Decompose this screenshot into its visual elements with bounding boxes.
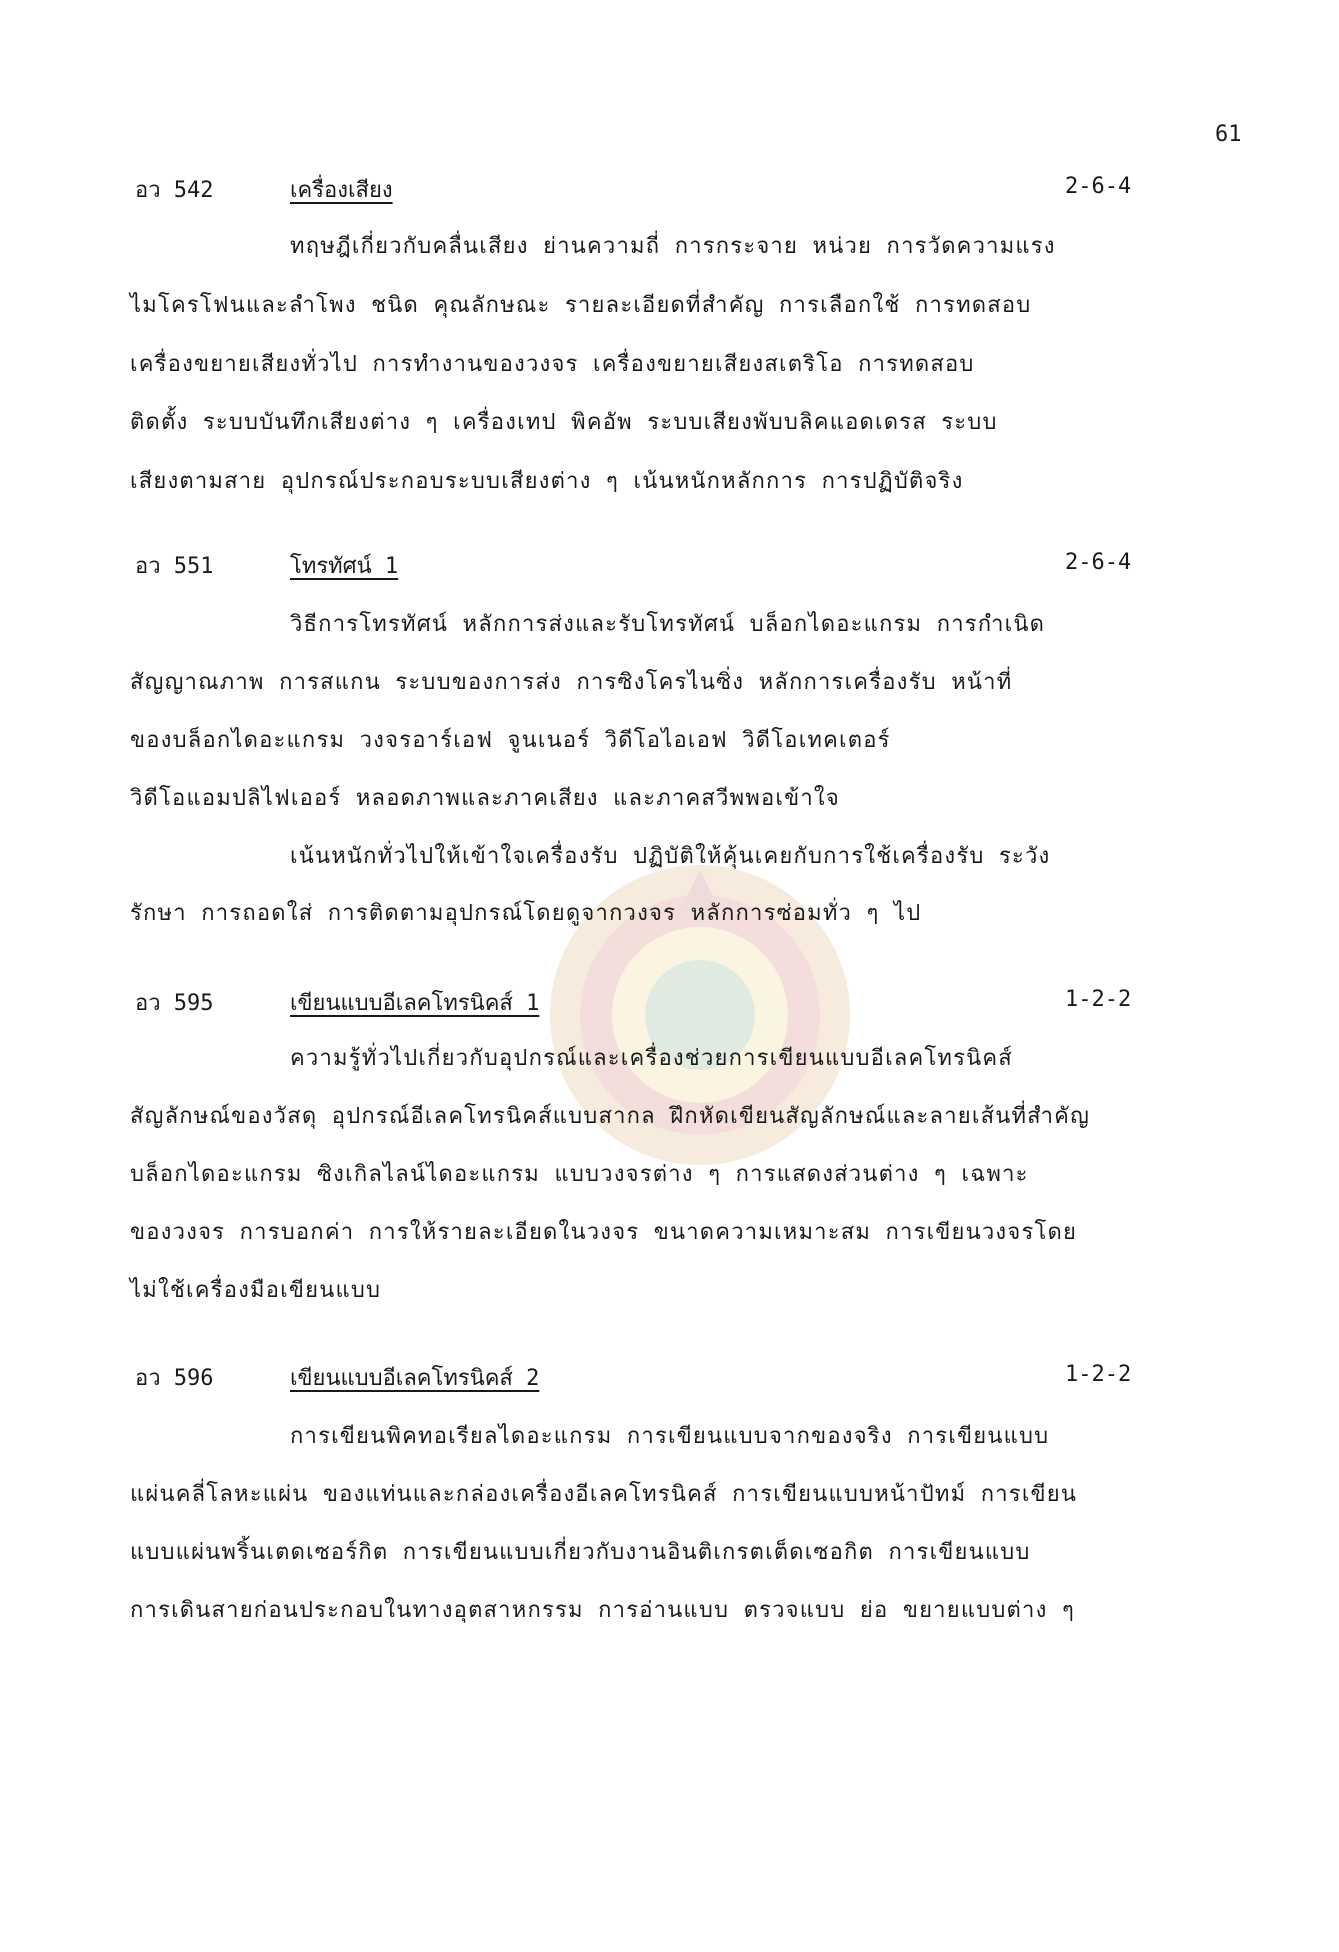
description-line: ของวงจร การบอกค่า การให้รายละเอียดในวงจร ขนาดความเหมาะสม การเขียนวงจรโดย — [130, 1220, 1078, 1245]
description-line: ทฤษฎีเกี่ยวกับคลื่นเสียง ย่านความถี่ การกระจาย หน่วย การวัดความแรง — [290, 234, 1056, 259]
description-line: การเดินสายก่อนประกอบในทางอุตสาหกรรม การอ่านแบบ ตรวจแบบ ย่อ ขยายแบบต่าง ๆ — [130, 1598, 1075, 1623]
description-line: สัญลักษณ์ของวัสดุ อุปกรณ์อีเลคโทรนิคส์แบบสากล ฝึกหัดเขียนสัญลักษณ์และลายเส้นที่สำคัญ — [130, 1104, 1091, 1129]
course-code: อว 551 — [135, 554, 214, 579]
course-credits: 2-6-4 — [1065, 550, 1132, 575]
description-line: รักษา การถอดใส่ การติดตามอุปกรณ์โดยดูจากวงจร หลักการซ่อมทั่ว ๆ ไป — [130, 901, 922, 926]
course-header — [0, 1360, 1339, 1400]
description-line: แบบแผ่นพริ้นเตดเซอร์กิต การเขียนแบบเกี่ยวกับงานอินติเกรตเต็ดเซอกิต การเขียนแบบ — [130, 1540, 1031, 1565]
course-title: โทรทัศน์ 1 — [290, 554, 399, 579]
description-line: แผ่นคลี่โลหะแผ่น ของแท่นและกล่องเครื่องอีเลคโทรนิคส์ การเขียนแบบหน้าปัทม์ การเขียน — [130, 1482, 1078, 1507]
course-header — [0, 172, 1339, 212]
description-line: ไม่ใช้เครื่องมือเขียนแบบ — [130, 1278, 382, 1303]
description-line: สัญญาณภาพ การสแกน ระบบของการส่ง การซิงโครไนซิ่ง หลักการเครื่องรับ หน้าที่ — [130, 670, 1013, 695]
description-line: ความรู้ทั่วไปเกี่ยวกับอุปกรณ์และเครื่องช่วยการเขียนแบบอีเลคโทรนิคส์ — [290, 1046, 1013, 1071]
description-line: เน้นหนักทั่วไปให้เข้าใจเครื่องรับ ปฏิบัติให้คุ้นเคยกับการใช้เครื่องรับ ระวัง — [290, 844, 1051, 869]
course-credits: 1-2-2 — [1065, 1362, 1132, 1387]
description-line: ไมโครโฟนและลำโพง ชนิด คุณลักษณะ รายละเอียดที่สำคัญ การเลือกใช้ การทดสอบ — [130, 293, 1032, 318]
course-title: เครื่องเสียง — [290, 178, 393, 203]
course-credits: 2-6-4 — [1065, 174, 1132, 199]
course-code: อว 595 — [135, 991, 214, 1016]
description-line: วิดีโอแอมปลิไฟเออร์ หลอดภาพและภาคเสียง และภาคสวีพพอเข้าใจ — [130, 786, 840, 811]
description-line: บล็อกไดอะแกรม ซิงเกิลไลน์ไดอะแกรม แบบวงจรต่าง ๆ การแสดงส่วนต่าง ๆ เฉพาะ — [130, 1162, 1029, 1187]
course-code: อว 542 — [135, 178, 214, 203]
course-code: อว 596 — [135, 1366, 214, 1391]
description-line: วิธีการโทรทัศน์ หลักการส่งและรับโทรทัศน์ บล็อกไดอะแกรม การกำเนิด — [290, 612, 1046, 637]
description-line: เครื่องขยายเสียงทั่วไป การทำงานของวงจร เครื่องขยายเสียงสเตริโอ การทดสอบ — [130, 352, 975, 377]
description-line: ของบล็อกไดอะแกรม วงจรอาร์เอฟ จูนเนอร์ วิดีโอไอเอฟ วิดีโอเทคเตอร์ — [130, 728, 891, 753]
page-number: 61 — [1215, 122, 1242, 147]
course-header — [0, 985, 1339, 1025]
description-line: การเขียนพิคทอเรียลไดอะแกรม การเขียนแบบจากของจริง การเขียนแบบ — [290, 1424, 1050, 1449]
description-line: เสียงตามสาย อุปกรณ์ประกอบระบบเสียงต่าง ๆ เน้นหนักหลักการ การปฏิบัติจริง — [130, 469, 964, 494]
course-header — [0, 548, 1339, 588]
course-credits: 1-2-2 — [1065, 987, 1132, 1012]
course-title: เขียนแบบอีเลคโทรนิคส์ 2 — [290, 1366, 540, 1391]
description-line: ติดตั้ง ระบบบันทึกเสียงต่าง ๆ เครื่องเทป พิคอัพ ระบบเสียงพับบลิคแอดเดรส ระบบ — [130, 410, 998, 435]
course-title: เขียนแบบอีเลคโทรนิคส์ 1 — [290, 991, 540, 1016]
